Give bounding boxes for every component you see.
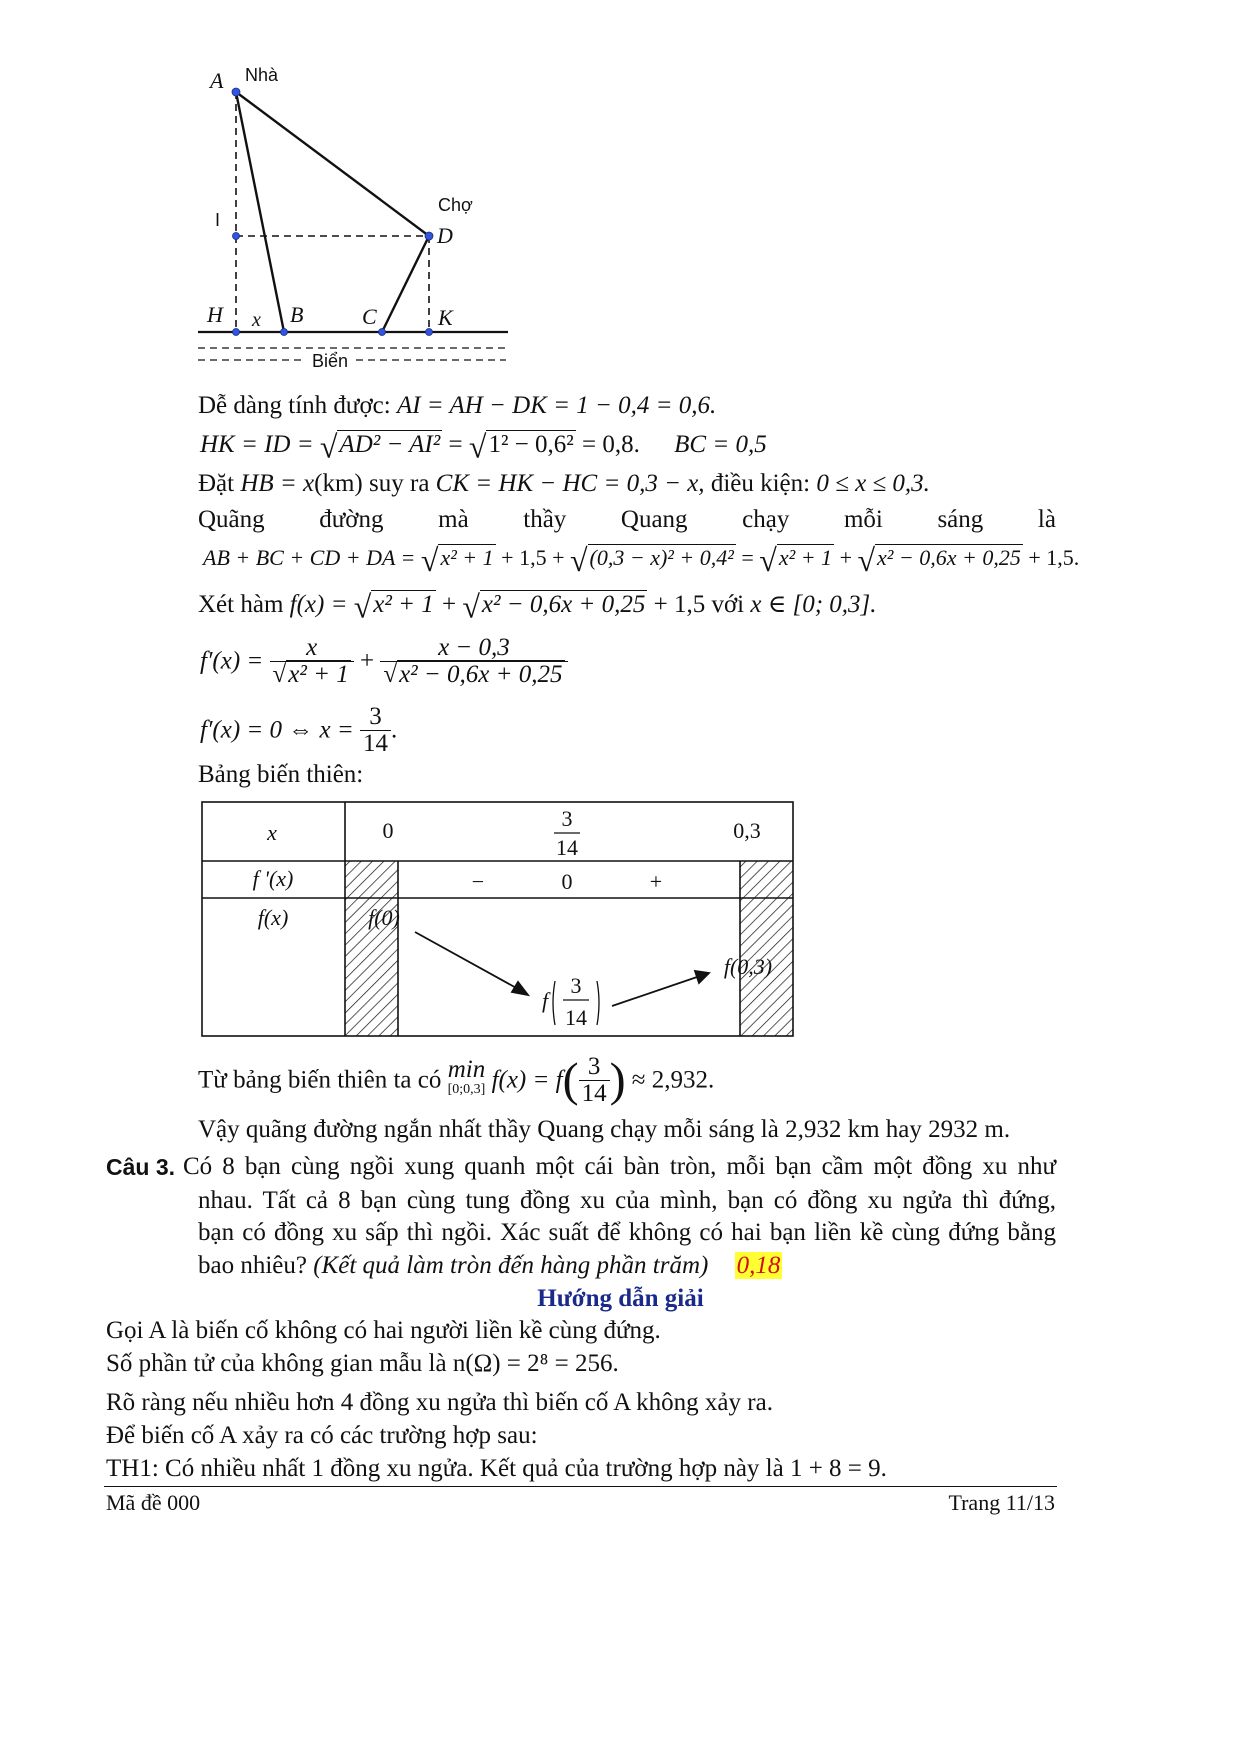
sqrt: x² − 0,6x + 0,25: [877, 545, 1021, 570]
label-C: C: [362, 304, 377, 329]
segment-AB: [236, 92, 284, 332]
text: Dễ dàng tính được:: [198, 392, 391, 419]
point-D: [425, 232, 433, 240]
sqrt: x² − 0,6x + 0,25: [481, 591, 646, 618]
numerator: x − 0,3: [438, 633, 510, 661]
line-11: [198, 1115, 1010, 1145]
segment-AD: [236, 92, 429, 236]
eq: =: [448, 431, 463, 458]
tbl-zero: 0: [561, 869, 573, 894]
sqrt: x² + 1: [288, 660, 349, 688]
formula: f(x) = f: [491, 1066, 563, 1094]
tbl-xm-den: 14: [556, 835, 578, 860]
arrow-down: [415, 932, 520, 990]
word: là: [1037, 506, 1056, 533]
tbl-x0: 0: [382, 818, 394, 843]
label-A: A: [210, 68, 224, 93]
formula: + 1,5.: [1028, 545, 1080, 570]
denominator: 14: [360, 730, 391, 757]
question-label: Câu 3.: [106, 1154, 176, 1180]
label-bien: Biển: [312, 351, 349, 371]
word: mỗi: [843, 506, 883, 533]
tbl-minus: −: [471, 869, 485, 894]
label-B: B: [290, 302, 304, 327]
formula: f′(x) = 0 ⇔ x =: [200, 716, 354, 744]
formula: f′(x) =: [200, 647, 264, 675]
label-D: D: [437, 223, 453, 248]
solution-line-5: TH1: Có nhiều nhất 1 đồng xu ngửa. Kết quả của trường hợp này là 1 + 8 = 9.: [106, 1455, 887, 1482]
question-text-4: [198, 1251, 782, 1281]
label-I: I: [215, 210, 221, 230]
numerator: 3: [369, 702, 382, 730]
text: Vậy quãng đường ngắn nhất thầy Quang chạy mỗi sáng là: [198, 1116, 779, 1143]
value-km: 2,932 km: [785, 1116, 880, 1143]
tbl-xm-num: 3: [561, 806, 573, 831]
arrow-up: [612, 976, 700, 1006]
fraction-2: [380, 635, 567, 688]
sqrt: (0,3 − x)² + 0,4²: [589, 545, 734, 570]
line-8: [200, 700, 397, 759]
dot: .: [391, 716, 398, 744]
point-H: [233, 329, 240, 336]
tbl-f1: f(0,3): [723, 954, 773, 979]
line-10: Từ bảng biến thiên ta có min [0;0,3] f(x) = f( $\frac{3}{14}$ ) ≈ 2,932.: [198, 1052, 715, 1107]
tbl-f: f(x): [257, 905, 289, 930]
sqrt-2: 1² − 0,6²: [488, 431, 574, 458]
formula: + 1,5: [653, 591, 706, 618]
text: bao nhiêu?: [198, 1252, 307, 1279]
variation-table: [200, 800, 796, 1038]
text: hay: [885, 1116, 922, 1143]
line-5: AB + BC + CD + DA = √x² + 1 + 1,5 + √(0,3 − x)² + 0,4² = √x² + 1 + √x² − 0,6x + 0,25 + 1,5.: [203, 541, 1080, 578]
geometry-figure: [195, 60, 525, 380]
label-nha: Nhà: [245, 65, 279, 85]
line-4: [198, 505, 1056, 535]
line-3: [198, 469, 930, 499]
text: suy ra: [369, 470, 430, 497]
tbl-x1: 0,3: [733, 818, 761, 843]
fraction: [360, 704, 391, 757]
solution-line-3: Rõ ràng nếu nhiều hơn 4 đồng xu ngửa thì biến cố A không xảy ra.: [106, 1389, 773, 1416]
min-domain: [0;0,3]: [447, 1082, 486, 1098]
point-K: [426, 329, 433, 336]
sqrt: x² − 0,6x + 0,25: [399, 660, 563, 688]
line-1: [198, 391, 716, 421]
solution-line-1: Gọi A là biến cố không có hai người liền kề cùng đứng.: [106, 1317, 661, 1344]
text: Đặt: [198, 470, 235, 497]
label-cho: Chợ: [438, 195, 473, 215]
note: (Kết quả làm tròn đến hàng phần trăm): [313, 1252, 709, 1279]
dot: .: [1003, 1116, 1011, 1143]
hatch-left: [345, 861, 398, 1036]
tbl-fp: f '(x): [252, 866, 294, 891]
formula: CK = HK − HC = 0,3 − x,: [435, 470, 705, 497]
formula: AI = AH − DK = 1 − 0,4 = 0,6.: [396, 392, 717, 419]
plus: +: [359, 647, 375, 675]
hatch-right: [740, 861, 793, 1036]
footer-rule: [104, 1486, 1057, 1487]
line-9: Bảng biến thiên:: [198, 761, 364, 788]
tbl-fmid-num: 3: [570, 973, 582, 998]
word: đường: [319, 506, 384, 533]
word: mà: [438, 506, 469, 533]
line-7: [200, 630, 568, 691]
segment-CD: [382, 236, 429, 332]
numerator: x: [306, 633, 318, 661]
sqrt: x² + 1: [373, 591, 434, 618]
tbl-f0: f(0): [368, 905, 400, 930]
sqrt: x² + 1: [778, 545, 833, 570]
answer-highlight: 0,18: [736, 1252, 781, 1279]
label-x: x: [252, 309, 261, 331]
tbl-fmid: f: [541, 988, 549, 1013]
text: Từ bảng biến thiên ta có: [198, 1066, 442, 1094]
fraction: [579, 1054, 610, 1107]
text: điều kiện:: [710, 470, 811, 497]
result: = 0,8.: [582, 431, 640, 458]
text: với: [711, 591, 745, 618]
denominator: √x² − 0,6x + 0,25: [380, 661, 567, 688]
footer-right: Trang 11/13: [948, 1490, 1055, 1515]
formula: ≈ 2,932.: [631, 1066, 715, 1094]
value-m: 2932 m: [928, 1116, 1004, 1143]
unit: (km): [314, 470, 363, 497]
line-2: HK = ID = √AD² − AI² = √1² − 0,6² = 0,8. BC = 0,5: [200, 428, 767, 465]
point-I: [233, 233, 240, 240]
fraction-1: [270, 635, 354, 688]
numerator: 3: [587, 1052, 601, 1080]
word: sáng: [937, 506, 984, 533]
sqrt: x² + 1: [440, 545, 494, 570]
question-text-3: bạn có đồng xu sấp thì ngồi. Xác suất để không có hai bạn liền kề cùng đứng bằng: [198, 1219, 1056, 1246]
line-6: Xét hàm f(x) = √x² + 1 + √x² − 0,6x + 0,25 + 1,5 với x ∈ [0; 0,3].: [198, 588, 877, 625]
denominator: 14: [579, 1080, 610, 1107]
sqrt-1: AD² − AI²: [339, 431, 441, 458]
formula: f(x) =: [289, 591, 348, 618]
tbl-x: x: [267, 820, 277, 845]
word: Quang: [620, 506, 688, 533]
tbl-plus: +: [649, 869, 663, 894]
formula: +: [839, 545, 852, 570]
point-A: [232, 88, 240, 96]
denominator: √x² + 1: [270, 661, 354, 688]
formula: =: [741, 545, 754, 570]
tbl-fmid-den: 14: [565, 1005, 587, 1030]
formula: HB = x: [240, 470, 315, 497]
point-C: [379, 329, 386, 336]
word: Quãng: [198, 506, 265, 533]
solution-line-4: Để biến cố A xảy ra có các trường hợp sau:: [106, 1422, 538, 1449]
label-K: K: [438, 305, 453, 330]
bc-value: BC = 0,5: [674, 431, 767, 458]
formula: +: [441, 591, 457, 618]
word: thầy: [523, 506, 567, 533]
formula: HK = ID =: [200, 431, 314, 458]
formula: 0 ≤ x ≤ 0,3.: [816, 470, 930, 497]
question-text-1: Có 8 bạn cùng ngồi xung quanh một cái bàn tròn, mỗi bạn cầm một đồng xu như: [183, 1153, 1056, 1180]
solution-heading: Hướng dẫn giải: [537, 1285, 704, 1312]
text: Xét hàm: [198, 591, 284, 618]
min: min: [447, 1056, 486, 1084]
formula: x ∈ [0; 0,3].: [750, 591, 877, 618]
question-text-2: nhau. Tất cả 8 bạn cùng tung đồng xu của mình, bạn có đồng xu ngửa thì đứng,: [198, 1187, 1056, 1214]
point-B: [281, 329, 288, 336]
footer-left: Mã đề 000: [106, 1490, 201, 1515]
formula: AB + BC + CD + DA =: [203, 545, 416, 570]
solution-line-2: Số phần tử của không gian mẫu là n(Ω) = 2⁸ = 256.: [106, 1350, 619, 1377]
formula: + 1,5 +: [501, 545, 565, 570]
label-H: H: [207, 302, 223, 327]
word: chạy: [742, 506, 790, 533]
